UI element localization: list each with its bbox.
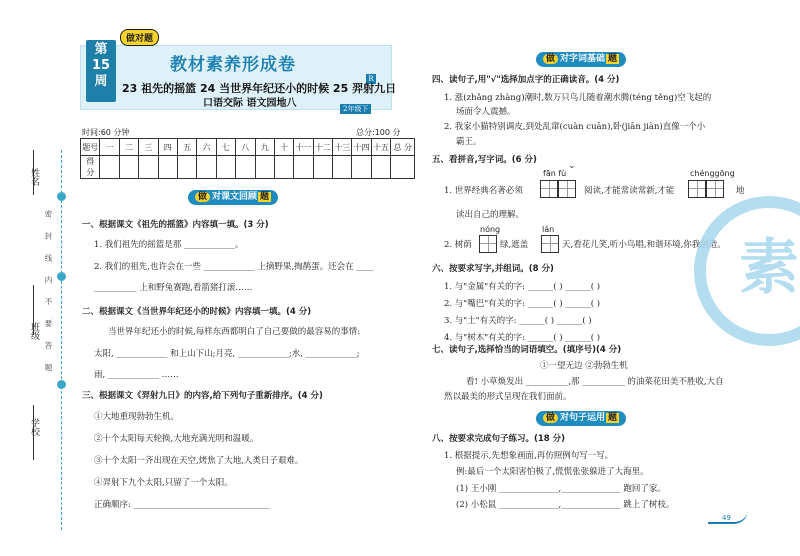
pill-do: 做	[543, 413, 558, 423]
question-4-title: 四、读句子,用"√"选择加点字的正确读音。(4 分)	[432, 75, 620, 85]
question-3-title: 三、根据课文《羿射九日》的内容,给下列句子重新排序。(4 分)	[82, 391, 323, 401]
q7-line-2: 然以最美的形式呈现在我们面前。	[444, 392, 572, 402]
q1-item-2b: __________ 上和野兔赛跑,看箭猪打滚……	[94, 283, 253, 293]
q6-item-3: 3. 与"土"有关的字: ______( ) ______( )	[444, 316, 592, 326]
q8-item-2: (2) 小松鼠 ______________,______________ 跳上了树枝。	[456, 500, 675, 510]
score-head-cell: 十四	[352, 139, 371, 156]
score-head-cell: 十一	[294, 139, 313, 156]
writing-box[interactable]	[479, 235, 497, 253]
score-head-cell: 二	[119, 139, 138, 156]
q5-line-1d: 读出自己的理解。	[456, 210, 525, 220]
score-cell[interactable]	[391, 156, 415, 179]
class-label: 班级	[29, 322, 39, 340]
question-5-title: 五、看拼音,写字词。(6 分)	[432, 155, 537, 165]
total-score: 总分:100 分	[356, 128, 401, 137]
pill-ti: 题	[608, 54, 618, 64]
score-cell[interactable]	[197, 156, 216, 179]
binding-hole-1	[57, 192, 66, 201]
q3-sentence-2: ②十个太阳每天轮换,大地充满光明和温暖。	[94, 434, 259, 444]
q6-item-1: 1. 与"金属"有关的字: ______( ) ______( )	[444, 282, 601, 292]
score-head-cell: 总 分	[391, 139, 415, 156]
score-head-cell: 十五	[371, 139, 390, 156]
q5-line-1a: 1. 世界经典名著必须	[444, 186, 523, 196]
pinyin-fanfu: fān fù	[543, 169, 567, 178]
score-cell[interactable]	[177, 156, 196, 179]
score-head-cell: 十三	[333, 139, 352, 156]
pill-ti: 题	[260, 192, 270, 202]
q2-line-2: 太阳, ____________ 和上山下山;月亮, ____________;水, ____________;	[94, 349, 360, 359]
section-pill-words	[536, 52, 626, 67]
score-cell[interactable]	[313, 156, 332, 179]
writing-box[interactable]	[688, 180, 706, 198]
score-head-cell: 三	[139, 139, 158, 156]
q5-line-1b: 阅读,才能常读常新,才能	[584, 186, 675, 196]
score-head-row	[81, 139, 415, 156]
q1-item-2: 2. 我们的祖先,也许会在一些 ____________ 上摘野果,掏鹊蛋。还会在 ____	[94, 262, 374, 272]
grade-tag: 2年级下	[340, 104, 371, 114]
q2-line-1: 当世界年纪还小的时候,每样东西都明白了自己要做的最容易的事情:	[108, 327, 361, 337]
score-head-cell: 题号	[81, 139, 100, 156]
pinyin-lan: lán	[542, 225, 555, 234]
pinyin-nong: nóng	[480, 225, 501, 234]
q4-item-2b: 霸王。	[456, 137, 482, 147]
q8-item-1: (1) 王小刚 ______________,______________ 跑回了家。	[456, 484, 666, 494]
question-2-title: 二、根据课文《当世界年纪还小的时候》内容填一填。(4 分)	[82, 307, 312, 317]
q1-item-1: 1. 我们祖先的摇篮是那 ____________。	[94, 240, 244, 250]
section-pill-sentences	[536, 411, 626, 426]
score-cell[interactable]	[119, 156, 138, 179]
pill-do: 做	[543, 54, 558, 64]
score-head-cell: 八	[236, 139, 255, 156]
q5-line-2c: 天,看花儿笑,听小鸟唱,和谐环境,你我创造。	[562, 240, 726, 250]
score-head-cell: 五	[177, 139, 196, 156]
school-label: 学校	[29, 418, 39, 436]
q3-answer-line: 正确顺序: ________________________________	[94, 500, 270, 510]
do-right-logo: 做对题	[120, 29, 159, 46]
q5-line-2b: 绿,遮盖	[500, 240, 529, 250]
score-cell[interactable]	[139, 156, 158, 179]
name-label: 姓名	[29, 168, 39, 186]
score-head-cell: 十二	[313, 139, 332, 156]
question-6-title: 六、按要求写字,并组词。(8 分)	[432, 264, 554, 274]
q3-sentence-4: ④羿射下九个太阳,只留了一个太阳。	[94, 478, 233, 488]
score-table	[80, 138, 415, 179]
seal-warning-text: 密 封 线 内 不 要 答 题	[44, 210, 53, 377]
score-cell[interactable]	[236, 156, 255, 179]
question-8-title: 八、按要求完成句子练习。(18 分)	[432, 434, 566, 444]
question-7-title: 七、读句子,选择恰当的词语填空。(填序号)(4 分)	[432, 345, 622, 355]
q8-instruction: 1. 根据提示,先想象画面,再仿照例句写一写。	[444, 451, 614, 461]
q7-line-1: 看! 小草焕发出 __________,那 __________ 的油菜花田美不胜收,大自	[466, 377, 724, 387]
edition-badge: R	[366, 74, 376, 84]
score-cell[interactable]	[100, 156, 119, 179]
score-head-cell: 十	[274, 139, 293, 156]
q6-item-4: 4. 与"树木"有关的字: ______( ) ______( )	[444, 333, 601, 343]
q2-line-3: 雨, ____________ ……	[94, 370, 179, 380]
grid-box-nong	[479, 233, 497, 253]
score-row-label: 得 分	[81, 156, 100, 179]
paper-title: 教材素养形成卷	[170, 55, 296, 75]
week-badge	[86, 40, 116, 102]
pinyin-chenggong: chénggōng	[690, 169, 735, 178]
q3-sentence-1: ①大地重现勃勃生机。	[94, 412, 180, 422]
score-cell[interactable]	[216, 156, 235, 179]
score-cell[interactable]	[255, 156, 274, 179]
q4-item-2: 2. 我家小猫特别调皮,到处乱窜(cuàn cuān),卧(jiān jiàn)直像一个小	[444, 122, 706, 132]
time-limit: 时间:60 分钟	[82, 128, 130, 137]
q6-item-2: 2. 与"嘴巴"有关的字: ______( ) ______( )	[444, 299, 601, 309]
binding-margin	[0, 0, 70, 556]
week-char-1: 第	[94, 42, 108, 57]
question-1-title: 一、根据课文《祖先的摇篮》内容填一填。(3 分)	[82, 220, 269, 230]
grid-boxes-chenggong	[688, 178, 724, 198]
page-number: 49	[722, 514, 731, 522]
lesson-list-2: 口语交际 语文园地八	[203, 98, 297, 109]
score-head-cell: 七	[216, 139, 235, 156]
week-number: 15	[91, 58, 111, 73]
q8-example: 例:最后一个太阳害怕极了,慌慌张张躲进了大海里。	[456, 467, 649, 477]
q4-item-1: 1. 涨(zhǎng zhàng)潮时,数万只鸟儿随着潮水腾(téng těng)空飞起的	[444, 93, 712, 103]
q5-line-2a: 2. 树荫	[444, 240, 472, 250]
pill-do: 做	[195, 192, 210, 202]
writing-box[interactable]	[540, 180, 558, 198]
pill-text: 对句子运用	[560, 413, 606, 423]
score-cell[interactable]	[274, 156, 293, 179]
q7-options: ①一望无边 ②勃勃生机	[540, 361, 628, 371]
grid-boxes-fanfu	[540, 178, 576, 198]
score-head-cell: 一	[100, 139, 119, 156]
pill-text: 对课文回顾	[212, 192, 258, 202]
writing-box[interactable]	[541, 235, 559, 253]
score-value-row	[81, 156, 415, 179]
watermark-stamp: 素	[694, 196, 800, 346]
binding-hole-3	[57, 380, 66, 389]
week-char-3: 周	[94, 74, 108, 89]
score-cell[interactable]	[371, 156, 390, 179]
writing-box[interactable]	[706, 180, 724, 198]
caret-mark: ⌄	[568, 161, 576, 171]
score-head-cell: 六	[197, 139, 216, 156]
binding-hole-2	[57, 272, 66, 281]
pill-text: 对字词基础	[560, 54, 606, 64]
q5-line-1c: 地	[736, 186, 745, 196]
q3-sentence-3: ③十个太阳一齐出现在天空,烤焦了大地,人类日子艰难。	[94, 456, 304, 466]
score-cell[interactable]	[352, 156, 371, 179]
q4-item-1b: 场面令人震撼。	[456, 107, 516, 117]
score-cell[interactable]	[158, 156, 177, 179]
seal-dash-line	[61, 150, 62, 530]
pill-ti: 题	[608, 413, 618, 423]
writing-box[interactable]	[558, 180, 576, 198]
grid-box-lan	[541, 233, 559, 253]
score-cell[interactable]	[294, 156, 313, 179]
score-cell[interactable]	[333, 156, 352, 179]
score-head-cell: 九	[255, 139, 274, 156]
score-head-cell: 四	[158, 139, 177, 156]
lesson-list: 23 祖先的摇篮 24 当世界年纪还小的时候 25 羿射九日	[122, 82, 397, 95]
section-pill-review	[188, 190, 278, 205]
